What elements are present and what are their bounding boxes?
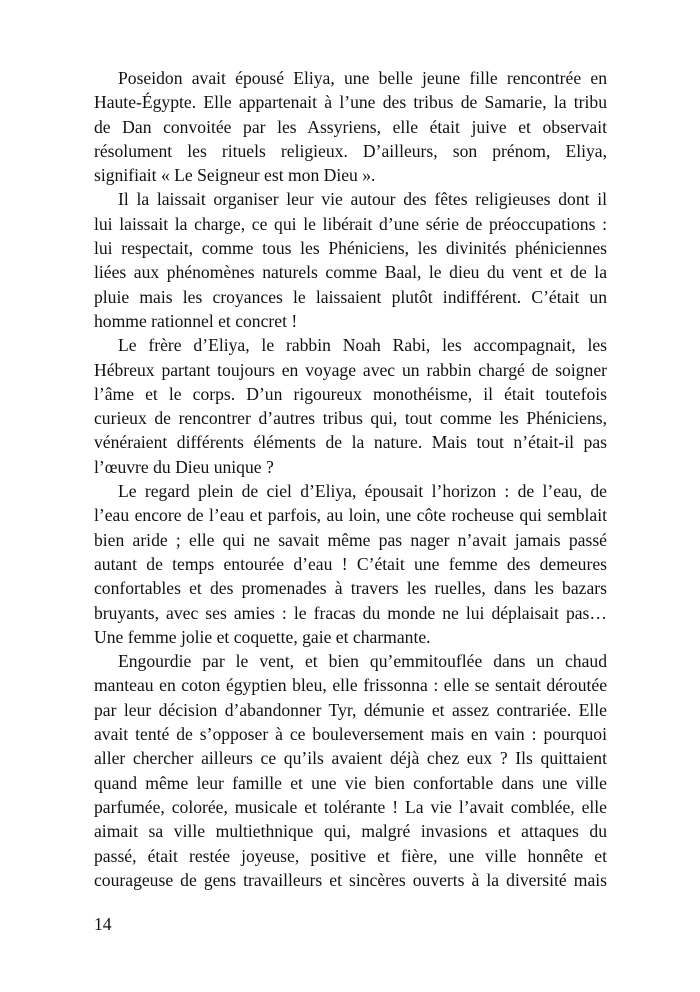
text-line: curieux de rencontrer d’autres tribus qui, tout comme les Phéniciens,: [94, 408, 607, 429]
page-number: 14: [94, 914, 112, 934]
text-line: autant de temps entourée d’eau ! C’était une femme des demeures: [94, 553, 607, 574]
text-line: l’âme et le corps. D’un rigoureux monothéisme, il était toutefois: [94, 383, 607, 404]
text-line: bruyants, avec ses amies : le fracas du monde ne lui déplaisait pas…: [94, 602, 607, 623]
text-line: manteau en coton égyptien bleu, elle frissonna : elle se sentait déroutée: [94, 675, 607, 696]
text-line: l’eau encore de l’eau et parfois, au loin, une côte rocheuse qui semblait: [94, 505, 607, 526]
text-line: Il la laissait organiser leur vie autour des fêtes religieuses dont il: [118, 189, 607, 210]
text-line: Engourdie par le vent, et bien qu’emmitouflée dans un chaud: [118, 651, 607, 672]
text-line: Le regard plein de ciel d’Eliya, épousait l’horizon : de l’eau, de: [118, 481, 607, 502]
paragraph: [94, 66, 607, 187]
text-line: bien aride ; elle qui ne savait même pas nager n’avait jamais passé: [94, 529, 607, 550]
text-line: aller chercher ailleurs ce qu’ils avaient déjà chez eux ? Ils quittaient: [94, 748, 607, 769]
paragraph: [94, 333, 607, 479]
page-body: [94, 66, 607, 892]
text-line: pluie mais les croyances le laissaient plutôt indifférent. C’était un: [94, 286, 607, 307]
text-line: vénéraient différents éléments de la nature. Mais tout n’était-il pas: [94, 432, 607, 453]
text-line: homme rationnel et concret !: [94, 310, 298, 331]
text-line: Une femme jolie et coquette, gaie et charmante.: [94, 626, 431, 647]
text-line: lui respectait, comme tous les Phéniciens, les divinités phéniciennes: [94, 238, 607, 259]
text-line: courageuse de gens travailleurs et sincères ouverts à la diversité mais: [94, 869, 607, 890]
text-line: par leur décision d’abandonner Tyr, démunie et assez contrariée. Elle: [94, 699, 607, 720]
text-line: parfumée, colorée, musicale et tolérante ! La vie l’avait comblée, elle: [94, 796, 607, 817]
text-line: l’œuvre du Dieu unique ?: [94, 456, 274, 477]
text-line: Le frère d’Eliya, le rabbin Noah Rabi, les accompagnait, les: [118, 335, 607, 356]
text-line: Poseidon avait épousé Eliya, une belle jeune fille rencontrée en: [118, 68, 607, 88]
paragraph: [94, 649, 607, 892]
text-line: avait tenté de s’opposer à ce bouleversement mais en vain : pourquoi: [94, 724, 607, 745]
text-line: quand même leur famille et une vie bien confortable dans une ville: [94, 772, 607, 793]
paragraph: [94, 479, 607, 649]
text-line: aimait sa ville multiethnique qui, malgré invasions et attaques du: [94, 821, 607, 842]
text-line: Hébreux partant toujours en voyage avec un rabbin chargé de soigner: [94, 359, 607, 380]
text-line: de Dan convoitée par les Assyriens, elle était juive et observait: [94, 116, 607, 137]
paragraph: [94, 187, 607, 333]
text-line: résolument les rituels religieux. D’ailleurs, son prénom, Eliya,: [94, 140, 607, 161]
text-line: liées aux phénomènes naturels comme Baal, le dieu du vent et de la: [94, 262, 607, 283]
text-line: signifiait « Le Seigneur est mon Dieu ».: [94, 165, 376, 186]
text-line: Haute-Égypte. Elle appartenait à l’une des tribus de Samarie, la tribu: [94, 92, 607, 113]
text-line: confortables et des promenades à travers les ruelles, dans les bazars: [94, 578, 607, 599]
text-line: passé, était restée joyeuse, positive et fière, une ville honnête et: [94, 845, 607, 866]
text-line: lui laissait la charge, ce qui le libérait d’une série de préoccupations :: [94, 213, 607, 234]
